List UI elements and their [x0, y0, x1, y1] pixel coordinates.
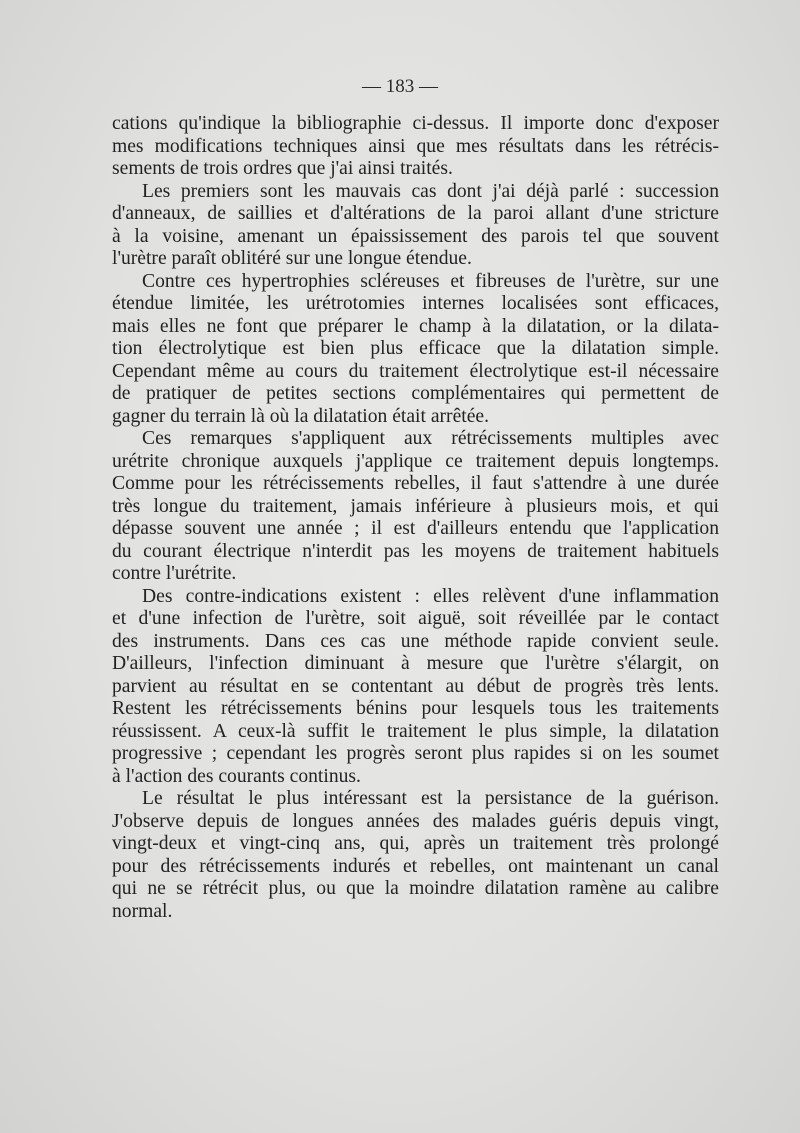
- text-line: d'anneaux, de saillies et d'altérations de la paroi allant d'une stricture: [112, 203, 719, 224]
- text-line: J'observe depuis de longues années des malades guéris depuis vingt,: [112, 810, 719, 832]
- text-line: Contre ces hypertrophies scléreuses et fibreuses de l'urètre, sur une: [142, 270, 719, 292]
- page-number: — 183 —: [362, 76, 438, 97]
- text-line: et d'une infection de l'urètre, soit aiguë, soit réveillée par le contact: [112, 608, 719, 629]
- paragraph: [112, 586, 719, 789]
- text-line: contre l'urétrite.: [112, 563, 237, 584]
- text-line: Restent les rétrécissements bénins pour lesquels tous les traitements: [112, 698, 719, 719]
- text-line: de pratiquer de petites sections complémentaires qui permettent de: [112, 383, 719, 404]
- text-line: mais elles ne font que préparer le champ à la dilatation, or la dilata-: [112, 315, 719, 337]
- text-line: progressive ; cependant les progrès seront plus rapides si on les soumet: [112, 743, 719, 764]
- text-line: urétrite chronique auxquels j'applique ce traitement depuis longtemps.: [112, 450, 719, 472]
- text-line: à l'action des courants continus.: [112, 765, 361, 787]
- text-line: très longue du traitement, jamais inférieure à plusieurs mois, et qui: [112, 495, 719, 517]
- text-line: cations qu'indique la bibliographie ci-dessus. Il importe donc d'exposer: [112, 113, 719, 134]
- paragraph: [112, 788, 719, 923]
- text-line: Des contre-indications existent : elles relèvent d'une inflammation: [142, 585, 719, 607]
- text-line: mes modifications techniques ainsi que mes résultats dans les rétrécis-: [112, 135, 719, 157]
- text-line: Le résultat le plus intéressant est la persistance de la guérison.: [142, 788, 719, 809]
- text-line: parvient au résultat en se contentant au début de progrès très lents.: [112, 675, 719, 697]
- text-line: Ces remarques s'appliquent aux rétrécissements multiples avec: [142, 428, 719, 449]
- text-line: D'ailleurs, l'infection diminuant à mesure que l'urètre s'élargit, on: [112, 653, 719, 674]
- text-line: étendue limitée, les urétrotomies internes localisées sont efficaces,: [112, 293, 719, 314]
- text-line: du courant électrique n'interdit pas les moyens de traitement habituels: [112, 540, 719, 562]
- text-line: gagner du terrain là où la dilatation était arrêtée.: [112, 405, 489, 427]
- text-line: Les premiers sont les mauvais cas dont j'ai déjà parlé : succession: [142, 180, 719, 202]
- paragraph: [112, 113, 719, 181]
- text-line: des instruments. Dans ces cas une méthode rapide convient seule.: [112, 630, 719, 652]
- text-line: normal.: [112, 900, 173, 922]
- text-line: dépasse souvent une année ; il est d'ailleurs entendu que l'application: [112, 518, 719, 539]
- paragraph: [112, 428, 719, 586]
- text-line: qui ne se rétrécit plus, ou que la moindre dilatation ramène au calibre: [112, 878, 719, 899]
- text-line: tion électrolytique est bien plus efficace que la dilatation simple.: [112, 338, 719, 359]
- text-line: Comme pour les rétrécissements rebelles, il faut s'attendre à une durée: [112, 473, 719, 494]
- text-line: pour des rétrécissements indurés et rebelles, ont maintenant un canal: [112, 855, 719, 877]
- text-line: sements de trois ordres que j'ai ainsi traités.: [112, 158, 453, 179]
- paragraph: [112, 271, 719, 429]
- text-line: réussissent. A ceux-là suffit le traitement le plus simple, la dilatation: [112, 720, 719, 742]
- text-line: Cependant même au cours du traitement électrolytique est-il nécessaire: [112, 360, 719, 382]
- paragraph: [112, 181, 719, 271]
- text-line: vingt-deux et vingt-cinq ans, qui, après un traitement très prolongé: [112, 833, 719, 854]
- text-line: l'urètre paraît oblitéré sur une longue étendue.: [112, 248, 472, 269]
- text-line: à la voisine, amenant un épaississement des parois tel que souvent: [112, 225, 719, 247]
- body-text: [112, 113, 719, 923]
